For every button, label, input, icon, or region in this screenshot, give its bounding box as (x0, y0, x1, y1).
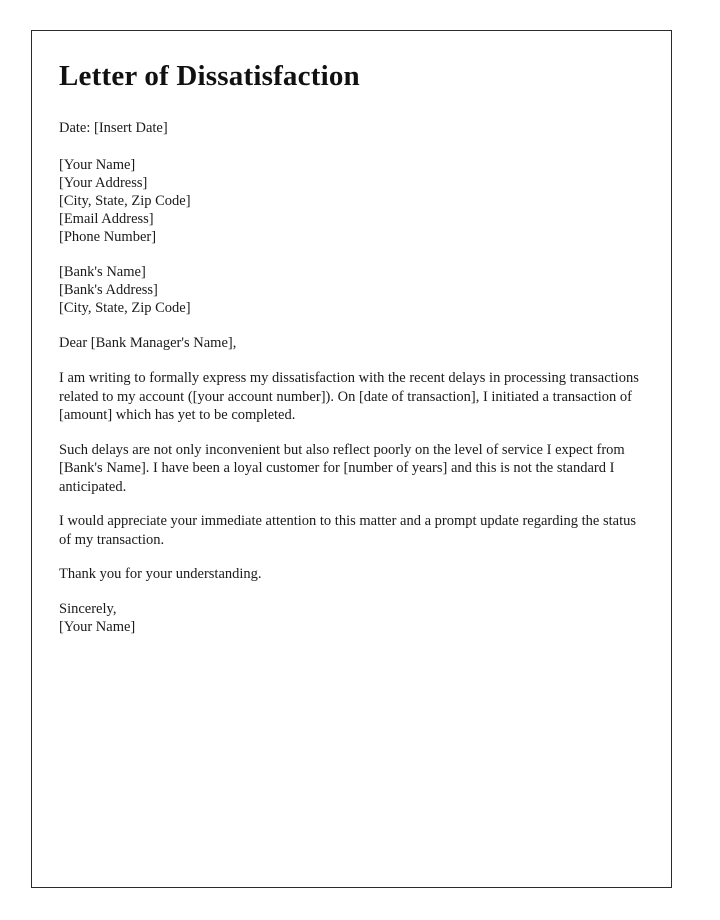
recipient-address-block (59, 263, 639, 317)
valediction: Sincerely, (59, 600, 117, 617)
sender-address-block (59, 156, 639, 246)
page-title: Letter of Dissatisfaction (59, 60, 360, 92)
body-paragraph-2: Such delays are not only inconvenient but also reflect poorly on the level of service I expect from [Bank's Name]. I have been a loyal customer for [number of years] and this is not the standard I anticipated. (59, 441, 625, 495)
signature-name: [Your Name] (59, 618, 136, 635)
body-paragraph-1: I am writing to formally express my dissatisfaction with the recent delays in processing transactions related to my account ([your account number]). On [date of transaction], I initiated a transaction of [amount] which has yet to be completed. (59, 370, 639, 423)
sender-address: [Your Address] (59, 175, 148, 191)
closing-block (59, 600, 639, 636)
recipient-address: [Bank's Address] (59, 282, 158, 298)
date-block (59, 119, 639, 137)
recipient-city-state-zip: [City, State, Zip Code] (59, 300, 191, 316)
date-line: Date: [Insert Date] (59, 120, 168, 136)
body-paragraph-4: Thank you for your understanding. (59, 566, 262, 582)
sender-phone: [Phone Number] (59, 229, 157, 245)
sender-city-state-zip: [City, State, Zip Code] (59, 193, 191, 209)
document-page (31, 30, 672, 888)
recipient-name: [Bank's Name] (59, 264, 146, 280)
sender-name: [Your Name] (59, 157, 136, 173)
salutation: Dear [Bank Manager's Name], (59, 335, 237, 351)
document-body (59, 59, 639, 636)
body-paragraph-3: I would appreciate your immediate attention to this matter and a prompt update regarding the status of my transaction. (59, 513, 637, 548)
sender-email: [Email Address] (59, 211, 154, 227)
